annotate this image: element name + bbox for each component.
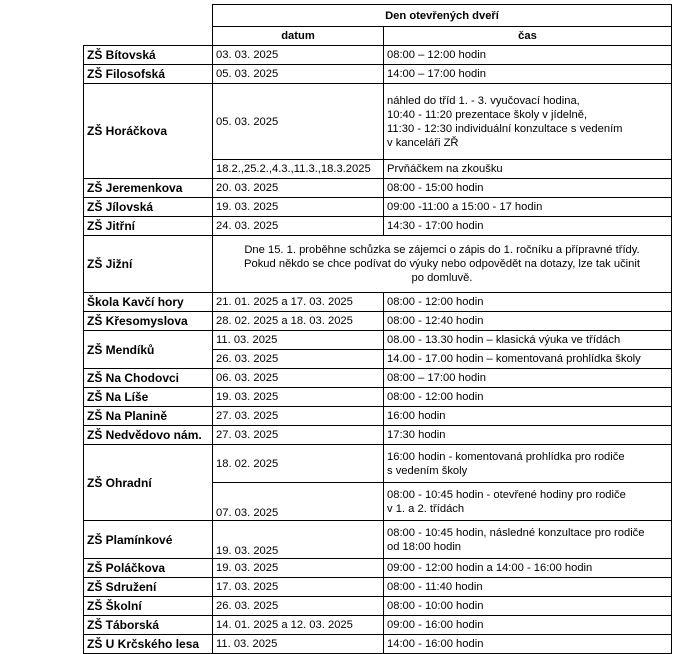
time-cell: 08:00 - 10:45 hodin, následné konzultace pro rodiče od 18:00 hodin — [384, 521, 672, 559]
school-name: ZŠ Bítovská — [84, 46, 213, 65]
school-name: ZŠ Plamínkové — [84, 521, 213, 559]
time-cell: 08:00 – 12:00 hodin — [384, 46, 672, 65]
time-cell: 14.00 - 17.00 hodin – komentovaná prohlídka školy — [384, 350, 672, 369]
date-cell: 18.2.,25.2.,4.3.,11.3.,18.3.2025 — [213, 160, 384, 179]
table-row — [84, 46, 672, 65]
date-cell: 19. 03. 2025 — [213, 559, 384, 578]
time-cell: 14:00 - 16:00 hodin — [384, 635, 672, 654]
table-row — [84, 331, 672, 350]
time-cell: 14:00 – 17:00 hodin — [384, 65, 672, 84]
date-cell: 27. 03. 2025 — [213, 426, 384, 445]
school-name: ZŠ Poláčkova — [84, 559, 213, 578]
date-cell: 19. 03. 2025 — [213, 388, 384, 407]
school-name: ZŠ Na Líše — [84, 388, 213, 407]
school-name: ZŠ Filosofská — [84, 65, 213, 84]
time-cell: 08.00 - 13.30 hodin – klasická výuka ve třídách — [384, 331, 672, 350]
date-cell: 03. 03. 2025 — [213, 46, 384, 65]
time-cell: 14:30 - 17:00 hodin — [384, 217, 672, 236]
time-cell: náhled do tříd 1. - 3. vyučovací hodina, 10:40 - 11:20 prezentace školy v jídelně, 11:30 - 12:30 individuální konzultace s vedením v kanceláři ZŘ — [384, 84, 672, 160]
corner-blank-cell — [84, 5, 213, 46]
date-column-header: datum — [213, 27, 384, 46]
info-note: Dne 15. 1. proběhne schůzka se zájemci o zápis do 1. ročníku a přípravné třídy. Pokud někdo se chce podívat do výuky nebo odpovědět na dotazy, lze tak učinit po domluvě. — [213, 236, 672, 293]
date-cell: 19. 03. 2025 — [213, 198, 384, 217]
time-cell: 08:00 - 12:40 hodin — [384, 312, 672, 331]
date-cell: 24. 03. 2025 — [213, 217, 384, 236]
time-cell: 09:00 - 12:00 hodin a 14:00 - 16:00 hodin — [384, 559, 672, 578]
date-cell: 07. 03. 2025 — [213, 483, 384, 521]
date-cell: 06. 03. 2025 — [213, 369, 384, 388]
time-cell: 16:00 hodin - komentovaná prohlídka pro rodiče s vedením školy — [384, 445, 672, 483]
table-row — [84, 236, 672, 293]
school-name: ZŠ Jílovská — [84, 198, 213, 217]
school-name: ZŠ Nedvědovo nám. — [84, 426, 213, 445]
time-cell: 08:00 - 15:00 hodin — [384, 179, 672, 198]
date-cell: 14. 01. 2025 a 12. 03. 2025 — [213, 616, 384, 635]
school-name: ZŠ Mendíků — [84, 331, 213, 369]
table-row — [84, 293, 672, 312]
time-cell: 09:00 -11:00 a 15:00 - 17 hodin — [384, 198, 672, 217]
table-row — [84, 217, 672, 236]
time-cell: 17:30 hodin — [384, 426, 672, 445]
date-cell: 28. 02. 2025 a 18. 03. 2025 — [213, 312, 384, 331]
date-cell: 17. 03. 2025 — [213, 578, 384, 597]
time-cell: 08:00 - 12:00 hodin — [384, 388, 672, 407]
date-cell: 19. 03. 2025 — [213, 521, 384, 559]
open-day-schedule-table — [83, 4, 672, 654]
table-row — [84, 84, 672, 160]
table-row — [84, 407, 672, 426]
open-day-header: Den otevřených dveří — [213, 5, 672, 27]
date-cell: 26. 03. 2025 — [213, 350, 384, 369]
time-cell: Prvňáčkem na zkoušku — [384, 160, 672, 179]
school-name: ZŠ Školní — [84, 597, 213, 616]
school-name: ZŠ U Krčského lesa — [84, 635, 213, 654]
table-row — [84, 198, 672, 217]
school-name: ZŠ Horáčkova — [84, 84, 213, 179]
table-row — [84, 445, 672, 483]
table-row — [84, 426, 672, 445]
table-row — [84, 65, 672, 84]
time-cell: 08:00 - 10:45 hodin - otevřené hodiny pro rodiče v 1. a 2. třídách — [384, 483, 672, 521]
school-name: ZŠ Na Chodovci — [84, 369, 213, 388]
school-name: ZŠ Křesomyslova — [84, 312, 213, 331]
table-row — [84, 388, 672, 407]
date-cell: 11. 03. 2025 — [213, 635, 384, 654]
date-cell: 11. 03. 2025 — [213, 331, 384, 350]
table-row — [84, 369, 672, 388]
date-cell: 05. 03. 2025 — [213, 84, 384, 160]
date-cell: 21. 01. 2025 a 17. 03. 2025 — [213, 293, 384, 312]
school-name: ZŠ Táborská — [84, 616, 213, 635]
school-name: Škola Kavčí hory — [84, 293, 213, 312]
school-name: ZŠ Na Planině — [84, 407, 213, 426]
table-row — [84, 578, 672, 597]
school-name: ZŠ Jižní — [84, 236, 213, 293]
table-row — [84, 312, 672, 331]
time-cell: 08:00 – 17:00 hodin — [384, 369, 672, 388]
school-name: ZŠ Jitřní — [84, 217, 213, 236]
time-column-header: čas — [384, 27, 672, 46]
time-cell: 08:00 - 12:00 hodin — [384, 293, 672, 312]
table-row — [84, 597, 672, 616]
time-cell: 08:00 - 10:00 hodin — [384, 597, 672, 616]
time-cell: 08:00 - 11:40 hodin — [384, 578, 672, 597]
date-cell: 26. 03. 2025 — [213, 597, 384, 616]
table-row — [84, 635, 672, 654]
school-name: ZŠ Jeremenkova — [84, 179, 213, 198]
table-row — [84, 616, 672, 635]
time-cell: 09:00 - 16:00 hodin — [384, 616, 672, 635]
date-cell: 27. 03. 2025 — [213, 407, 384, 426]
date-cell: 05. 03. 2025 — [213, 65, 384, 84]
table-row — [84, 521, 672, 559]
school-name: ZŠ Sdružení — [84, 578, 213, 597]
school-name: ZŠ Ohradní — [84, 445, 213, 521]
date-cell: 18. 02. 2025 — [213, 445, 384, 483]
date-cell: 20. 03. 2025 — [213, 179, 384, 198]
table-row — [84, 559, 672, 578]
time-cell: 16:00 hodin — [384, 407, 672, 426]
table-row — [84, 179, 672, 198]
